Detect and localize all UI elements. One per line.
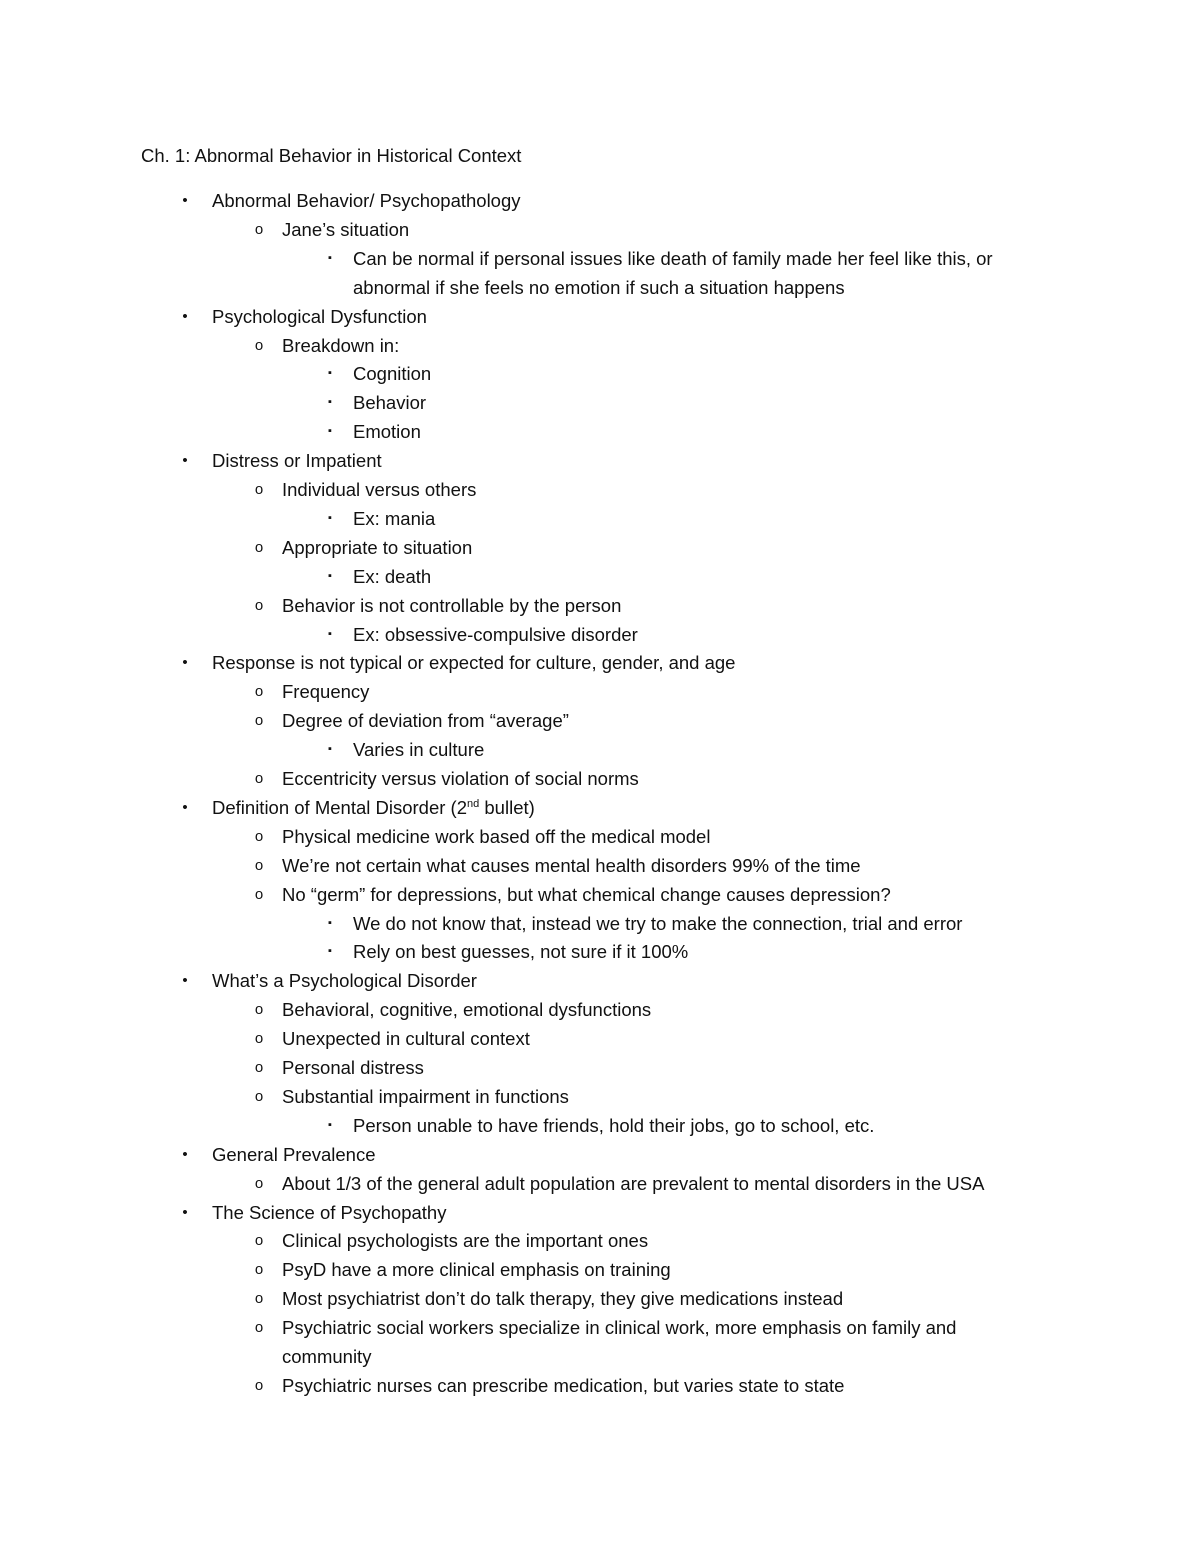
bullet-marker-icon: ▪ [328, 367, 332, 380]
bullet-marker-icon: • [182, 1145, 188, 1163]
bullet-marker-icon: ▪ [328, 627, 332, 640]
bullet-marker-icon: o [254, 1261, 264, 1279]
outline-item-level-1 [182, 648, 736, 677]
outline-item-wrapped-line: community [282, 1346, 372, 1367]
superscript-text: nd [467, 797, 480, 810]
bullet-marker-icon: o [254, 1030, 264, 1048]
outline-item-level-2 [254, 880, 891, 909]
outline-item-text: Ex: obsessive-compulsive disorder [353, 623, 638, 645]
outline-item-level-3 [328, 735, 485, 764]
outline-item-text: Ex: death [353, 565, 432, 587]
bullet-marker-icon: o [254, 1290, 264, 1308]
outline-item-text: Personal distress [282, 1057, 424, 1078]
outline-item-level-1 [182, 302, 427, 331]
bullet-marker-icon: ▪ [328, 945, 332, 958]
outline-item-text: Distress or Impatient [212, 450, 382, 472]
outline-item-level-2 [254, 1226, 649, 1255]
bullet-marker-icon: ▪ [328, 743, 332, 756]
outline-item-level-2 [254, 475, 477, 504]
bullet-marker-icon: • [182, 307, 188, 325]
outline-item-level-2 [254, 1255, 671, 1284]
outline-item-level-2 [254, 331, 400, 360]
outline-item-text: Most psychiatrist don’t do talk therapy, they give medications instead [282, 1288, 844, 1310]
outline-item-text: Varies in culture [353, 739, 485, 761]
outline-item-level-2 [254, 1024, 530, 1053]
bullet-marker-icon: o [254, 1232, 264, 1250]
outline-item-level-1 [182, 793, 535, 822]
outline-item-level-3 [328, 620, 638, 649]
outline-item-level-2 [254, 1169, 985, 1198]
bullet-marker-icon: • [182, 654, 188, 672]
outline-item-level-3 [328, 417, 421, 446]
bullet-marker-icon: o [254, 1174, 264, 1192]
outline-item-text: Individual versus others [282, 479, 477, 500]
bullet-marker-icon: o [254, 481, 264, 498]
bullet-marker-icon: o [254, 770, 264, 787]
outline-item-text: The Science of Psychopathy [212, 1201, 447, 1223]
bullet-marker-icon: o [254, 1087, 264, 1105]
outline-item-text: Psychiatric nurses can prescribe medication, but varies state to state [282, 1374, 845, 1396]
outline-item-text: Psychiatric social workers specialize in clinical work, more emphasis on family and [282, 1317, 957, 1339]
outline-item-level-1 [182, 446, 382, 475]
outline-item-text: Emotion [353, 421, 421, 443]
bullet-marker-icon: o [254, 1059, 264, 1076]
outline-item-text: Definition of Mental Disorder (2 [212, 796, 467, 818]
outline-item-level-2 [254, 1082, 569, 1111]
outline-item-text: Rely on best guesses, not sure if it 100% [353, 941, 689, 963]
outline-item-text: General Prevalence [212, 1143, 376, 1165]
outline-item-text: What’s a Psychological Disorder [212, 970, 477, 992]
outline-item-level-2 [254, 706, 569, 735]
outline-item-level-3 [328, 909, 963, 938]
outline-item-level-2 [254, 215, 410, 244]
bullet-marker-icon: ▪ [328, 251, 332, 264]
bullet-marker-icon: o [254, 1001, 264, 1019]
outline-item-level-3 [328, 388, 427, 417]
bullet-marker-icon: • [182, 192, 188, 209]
outline-item-text: Physical medicine work based off the medical model [282, 825, 711, 847]
outline-item-level-2 [254, 995, 652, 1024]
bullet-marker-icon: o [254, 1319, 264, 1337]
bullet-marker-icon: o [254, 220, 264, 238]
outline-item-text: We’re not certain what causes mental health disorders 99% of the time [282, 854, 861, 876]
outline-item-text: No “germ” for depressions, but what chemical change causes depression? [282, 883, 891, 905]
outline-item-text: Behavioral, cognitive, emotional dysfunctions [282, 999, 652, 1021]
outline-item-text: Frequency [282, 681, 370, 703]
outline-item-level-3 [328, 1111, 875, 1140]
bullet-marker-icon: • [182, 1203, 188, 1221]
outline-item-text: Clinical psychologists are the important ones [282, 1230, 649, 1252]
bullet-marker-icon: ▪ [328, 916, 332, 929]
outline-item-level-2 [254, 822, 711, 851]
outline-item-level-3 [328, 359, 432, 388]
outline-item-text: Breakdown in: [282, 334, 400, 356]
bullet-marker-icon: ▪ [328, 396, 332, 409]
bullet-marker-icon: o [254, 856, 264, 874]
outline-item-text: Unexpected in cultural context [282, 1028, 530, 1050]
outline-item-level-2 [254, 1371, 845, 1400]
bullet-marker-icon: • [182, 798, 188, 816]
outline-item-level-2 [254, 533, 473, 562]
outline-item-text-continued: bullet) [479, 796, 535, 818]
bullet-marker-icon: o [254, 538, 264, 556]
bullet-marker-icon: o [254, 712, 264, 730]
outline-item-text: Response is not typical or expected for culture, gender, and age [212, 652, 736, 674]
outline-item-text: Jane’s situation [282, 218, 410, 240]
outline-item-level-3 [328, 937, 689, 966]
outline-item-text: Behavior is not controllable by the person [282, 594, 622, 616]
outline-item-level-1 [182, 1140, 376, 1169]
outline-item-level-1 [182, 966, 477, 995]
outline-item-text: Ex: mania [353, 507, 436, 529]
bullet-marker-icon: ▪ [328, 511, 332, 524]
outline-item-text: Substantial impairment in functions [282, 1085, 569, 1107]
outline-item-level-2 [254, 1313, 957, 1342]
outline-item-text: We do not know that, instead we try to make the connection, trial and error [353, 912, 963, 934]
page-title: Ch. 1: Abnormal Behavior in Historical Context [141, 145, 522, 166]
outline-item-text: About 1/3 of the general adult population are prevalent to mental disorders in the USA [282, 1172, 985, 1194]
outline-item-level-1 [182, 186, 521, 215]
outline-item-wrapped-line: abnormal if she feels no emotion if such a situation happens [353, 276, 845, 298]
outline-item-level-2 [254, 851, 861, 880]
bullet-marker-icon: o [254, 336, 264, 354]
outline-item-level-1 [182, 1198, 447, 1227]
outline-item-level-2 [254, 677, 370, 706]
bullet-marker-icon: ▪ [328, 425, 332, 438]
outline-item-level-3 [328, 504, 436, 533]
bullet-marker-icon: o [254, 683, 264, 701]
outline-item-text: Person unable to have friends, hold their jobs, go to school, etc. [353, 1114, 875, 1136]
outline-item-level-2 [254, 764, 639, 793]
bullet-marker-icon: • [182, 452, 188, 470]
outline-item-text: Degree of deviation from “average” [282, 710, 569, 732]
bullet-marker-icon: • [182, 972, 188, 990]
outline-item-level-3 [328, 562, 432, 591]
outline-item-text: Psychological Dysfunction [212, 305, 427, 327]
bullet-marker-icon: ▪ [328, 1118, 332, 1131]
outline-item-text: Eccentricity versus violation of social norms [282, 768, 639, 789]
outline-item-text: Abnormal Behavior/ Psychopathology [212, 190, 521, 211]
outline-item-level-3 [328, 244, 993, 273]
bullet-marker-icon: o [254, 885, 264, 903]
bullet-marker-icon: o [254, 596, 264, 614]
bullet-marker-icon: o [254, 1376, 264, 1394]
outline-item-text: Cognition [353, 363, 432, 385]
bullet-marker-icon: o [254, 827, 264, 845]
outline-item-level-2 [254, 1284, 844, 1313]
outline-item-text: Behavior [353, 392, 427, 414]
outline-item-level-2 [254, 591, 622, 620]
outline-item-text: PsyD have a more clinical emphasis on training [282, 1259, 671, 1281]
bullet-marker-icon: ▪ [328, 569, 332, 582]
outline-item-text: Can be normal if personal issues like death of family made her feel like this, or [353, 247, 993, 269]
outline-item-level-2 [254, 1053, 424, 1082]
outline-item-text: Appropriate to situation [282, 536, 473, 558]
